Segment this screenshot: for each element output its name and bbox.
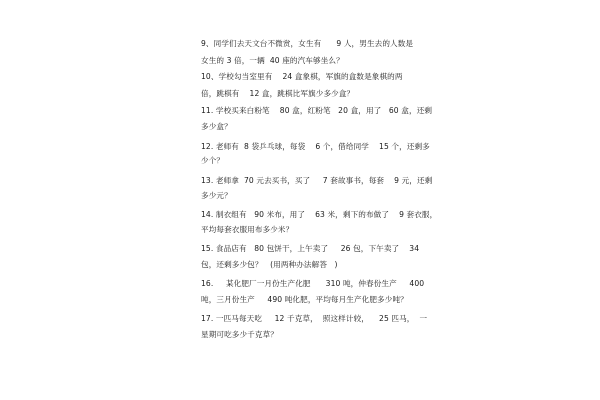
problem-12-line-1: 12. 老师有 8 袋乒乓球，每袋 6 个，借给同学 15 个，还剩多	[201, 142, 430, 151]
problem-10-line-2: 倍，跳棋有 12 盒，跳棋比军旗少多少盒？	[201, 89, 355, 98]
problem-17-line-2: 星期可吃多少千克草？	[201, 330, 278, 339]
problem-15-line-1: 15. 食品店有 80 包饼干，上午卖了 26 包，下午卖了 34	[201, 244, 420, 253]
problem-13-line-2: 多少元？	[201, 191, 232, 200]
problem-16-line-2: 吨，三月份生产 490 吨化肥，平均每月生产化肥多少吨？	[201, 295, 408, 304]
problem-9-line-1: 9、同学们去天文台不微赏，女生有 9 人，男生去的人数是	[201, 39, 414, 48]
problem-11-line-1: 11. 学校买来白粉笔 80 盒，红粉笔 20 盒，用了 60 盒，还剩	[201, 106, 433, 115]
problem-11-line-2: 多少盒？	[201, 122, 232, 131]
problem-9-line-2: 女生的 3 倍，一辆 40 座的汽车够坐么？	[201, 56, 344, 65]
problem-16-line-1: 16. 某化肥厂一月份生产化肥 310 吨，仲春份生产 400	[201, 279, 425, 288]
problem-12-line-2: 少个？	[201, 156, 225, 165]
problem-10-line-1: 10、学校勾当室里有 24 盒象棋，军旗的盒数是象棋的两	[201, 72, 403, 81]
problem-15-line-2: 包，还剩多少包？ (用两种办法解答 )	[201, 260, 338, 269]
problem-17-line-1: 17. 一匹马每天吃 12 千克草， 照这样计较， 25 匹马， 一	[201, 314, 428, 323]
problem-14-line-1: 14. 制衣组有 90 米布，用了 63 米，剩下的布做了 9 套衣服，	[201, 210, 438, 219]
problem-14-line-2: 平均每套衣服用布多少米？	[201, 225, 294, 234]
problem-13-line-1: 13. 老师拿 70 元去买书，买了 7 套故事书，每套 9 元，还剩	[201, 176, 433, 185]
